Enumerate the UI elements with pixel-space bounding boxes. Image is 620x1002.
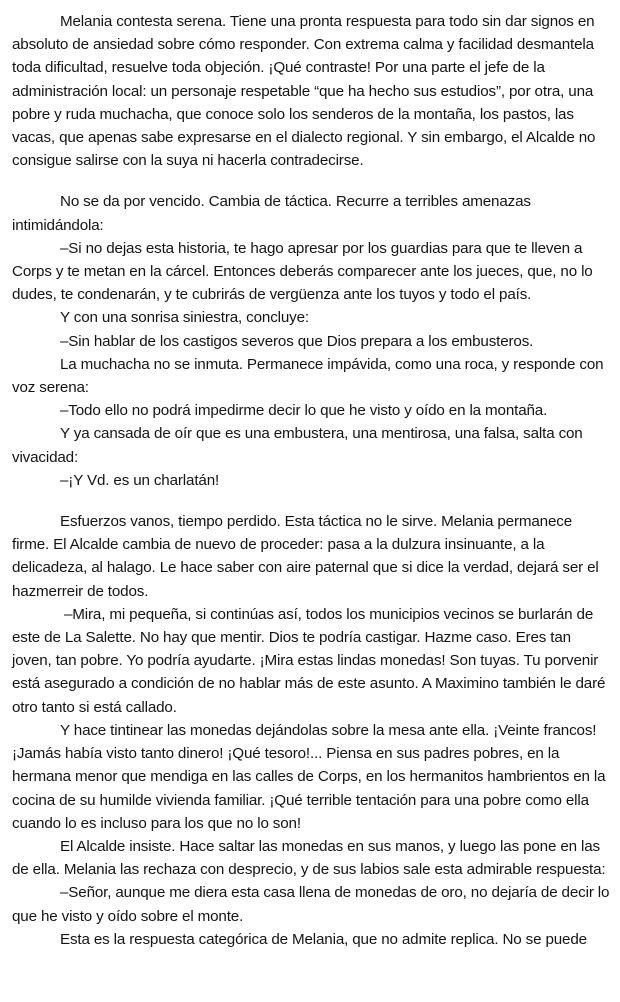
paragraph-4: Y con una sonrisa siniestra, concluye: <box>60 309 309 327</box>
paragraph-7: –Todo ello no podrá impedirme decir lo que he visto y oído en la montaña. <box>60 402 548 420</box>
paragraph-2: No se da por vencido. Cambia de táctica. Recurre a terribles amenazas intimidándola: <box>12 193 531 234</box>
paragraph-5: –Sin hablar de los castigos severos que Dios prepara a los embusteros. <box>60 332 534 350</box>
paragraph-3: –Si no dejas esta historia, te hago apresar por los guardias para que te lleven a Corps y te metan en la cárcel. Entonces deberás comparecer ante los jueces, que, no lo dudes, te condenarán, y te cubrirás de vergüenza ante los tuyos y todo el país. <box>12 239 593 304</box>
paragraph-11: –Mira, mi pequeña, si continúas así, todos los municipios vecinos se burlarán de este de La Salette. No hay que mentir. Dios te podría castigar. Hazme caso. Eres tan joven, tan pobre. Yo podría ayudarte. ¡Mira estas lindas monedas! Son tuyas. Tu porvenir está asegurado a condición de no hablar más de este asunto. A Maximino también le daré otro tanto si está callado. <box>12 605 606 716</box>
paragraph-12: Y hace tintinear las monedas dejándolas sobre la mesa ante ella. ¡Veinte francos! ¡Jamás había visto tanto dinero! ¡Qué tesoro!... Piensa en sus padres pobres, en la hermana menor que mendiga en las calles de Corps, en los hermanitos hambrientos en la cocina de su humilde vivienda familiar. ¡Qué terrible tentación para una pobre como ella cuando lo es incluso para los que no lo son! <box>12 721 606 832</box>
paragraph-6: La muchacha no se inmuta. Permanece impávida, como una roca, y responde con voz serena: <box>12 355 604 397</box>
document-page <box>12 10 610 951</box>
paragraph-15: Esta es la respuesta categórica de Melania, que no admite replica. No se puede <box>60 930 587 948</box>
paragraph-9: –¡Y Vd. es un charlatán! <box>60 471 220 489</box>
paragraph-13: El Alcalde insiste. Hace saltar las monedas en sus manos, y luego las pone en las de ella. Melania las rechaza con desprecio, y de sus labios sale esta admirable respuesta: <box>12 837 606 879</box>
paragraph-10: Esfuerzos vanos, tiempo perdido. Esta táctica no le sirve. Melania permanece firme. El Alcalde cambia de nuevo de proceder: pasa a la dulzura insinuante, a la delicadeza, al halago. Le hace saber con aire paternal que si dice la verdad, dejará ser el hazmerreir de todos. <box>12 513 599 600</box>
paragraph-1: Melania contesta serena. Tiene una pronta respuesta para todo sin dar signos en absoluto de ansiedad sobre cómo responder. Con extrema calma y facilidad desmantela toda dificultad, resuelve toda objeción. ¡Qué contraste! Por una parte el jefe de la administración local: un personaje respetable “que ha hecho sus estudios”, por otra, una pobre y ruda muchacha, que conoce solo los senderos de la montaña, los pastos, las vacas, que apenas sabe expresarse en el dialecto regional. Y sin embargo, el Alcalde no consigue salirse con la suya ni hacerla contradecirse. <box>12 13 596 170</box>
paragraph-8: Y ya cansada de oír que es una embustera, una mentirosa, una falsa, salta con vivacidad: <box>12 425 583 466</box>
paragraph-14: –Señor, aunque me diera esta casa llena de monedas de oro, no dejaría de decir lo que he visto y oído sobre el monte. <box>12 884 610 925</box>
